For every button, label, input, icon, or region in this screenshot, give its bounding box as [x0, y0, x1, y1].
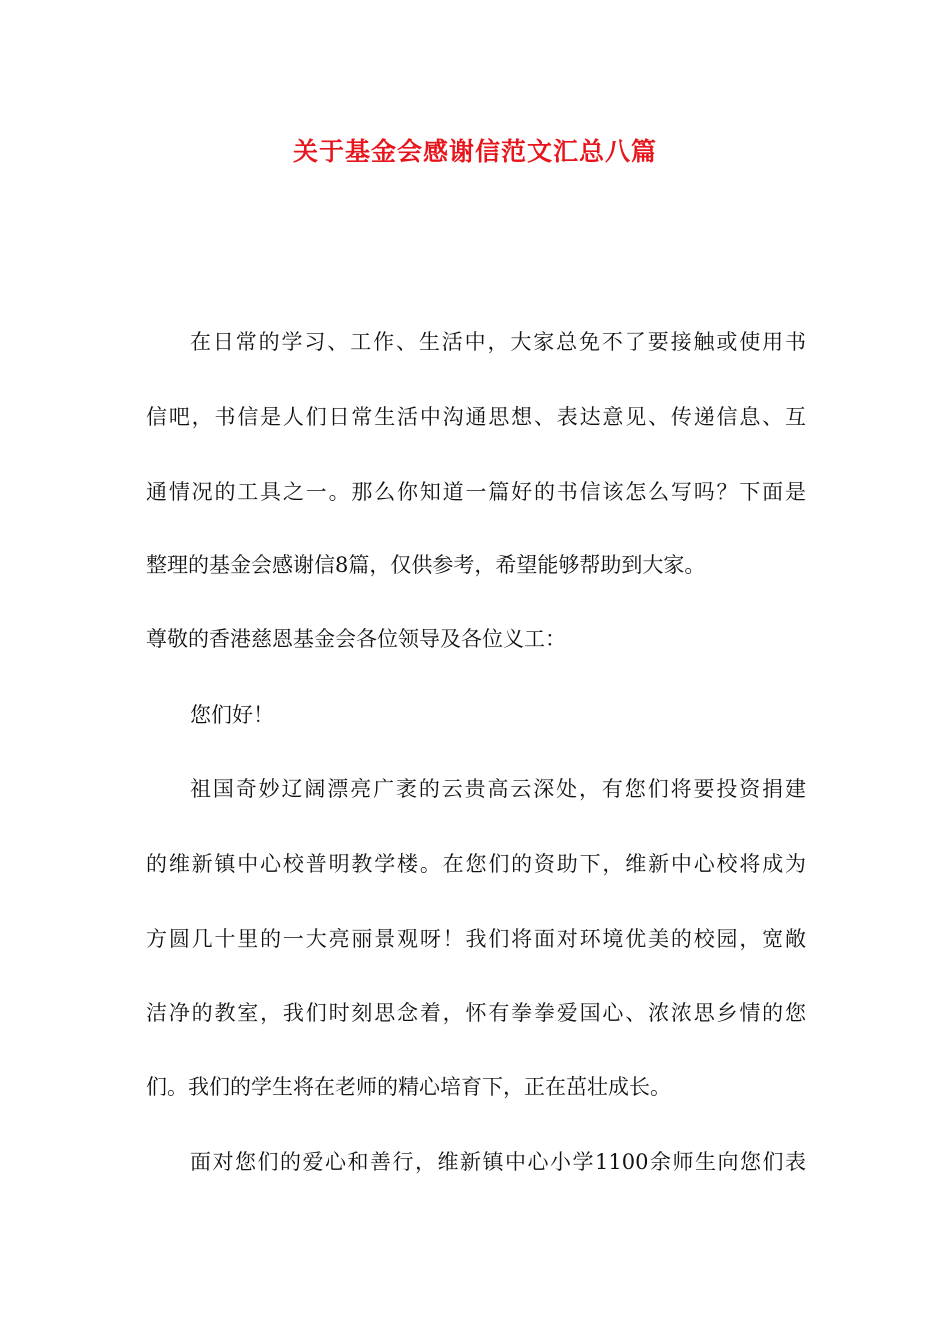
greeting-line: 您们好！ — [190, 703, 274, 727]
paragraph-line-5: 祖国奇妙辽阔漂亮广袤的云贵高云深处，有您们将要投资捐建 — [190, 777, 806, 801]
paragraph-line-10: 面对您们的爱心和善行，维新镇中心小学1100余师生向您们表 — [190, 1150, 806, 1174]
paragraph-line-9: 们。我们的学生将在老师的精心培育下，正在茁壮成长。 — [146, 1075, 671, 1099]
paragraph-line-7: 方圆几十里的一大亮丽景观呀！我们将面对环境优美的校园，宽敞 — [146, 927, 806, 951]
paragraph-line-2: 信吧，书信是人们日常生活中沟通思想、表达意见、传递信息、互 — [146, 405, 806, 429]
paragraph-line-3: 通情况的工具之一。那么你知道一篇好的书信该怎么写吗？下面是 — [146, 480, 806, 504]
paragraph-line-6: 的维新镇中心校普明教学楼。在您们的资助下，维新中心校将成为 — [146, 852, 806, 876]
document-title: 关于基金会感谢信范文汇总八篇 — [292, 137, 657, 166]
paragraph-line-4: 整理的基金会感谢信8篇，仅供参考，希望能够帮助到大家。 — [146, 553, 706, 577]
paragraph-line-8: 洁净的教室，我们时刻思念着，怀有拳拳爱国心、浓浓思乡情的您 — [146, 1001, 806, 1025]
salutation-line: 尊敬的香港慈恩基金会各位领导及各位义工： — [146, 627, 566, 651]
paragraph-line-1: 在日常的学习、工作、生活中，大家总免不了要接触或使用书 — [190, 330, 806, 354]
